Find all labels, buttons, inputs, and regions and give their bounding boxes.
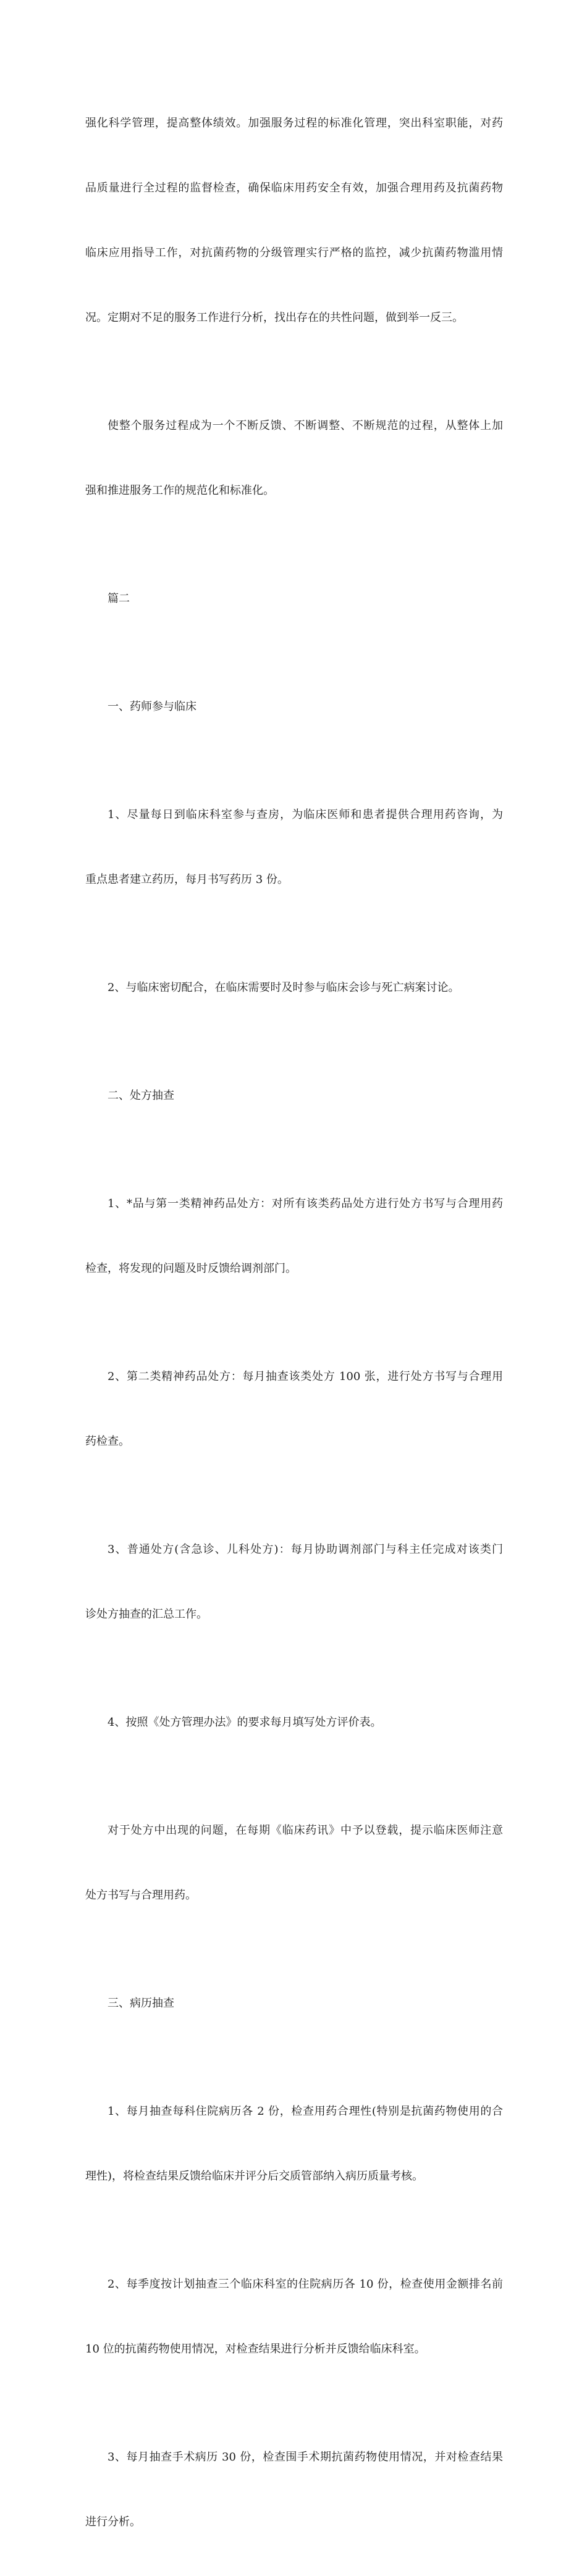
- text-line: 10 位的抗菌药物使用情况，对检查结果进行分析并反馈给临床科室。: [85, 2343, 426, 2356]
- paragraph: [85, 69, 503, 372]
- text-line: 1、尽量每日到临床科室参与查房，为临床医师和患者提供合理用药咨询，为: [108, 808, 503, 821]
- list-item: [85, 2057, 503, 2230]
- text-line: 2、每季度按计划抽查三个临床科室的住院病历各 10 份，检查使用金额排名前: [108, 2278, 503, 2291]
- text-line: 二、处方抽查: [108, 1089, 174, 1102]
- list-item: [85, 2403, 503, 2576]
- text-line: 品质量进行全过程的监督检查，确保临床用药安全有效，加强合理用药及抗菌药物: [85, 182, 503, 194]
- list-item: [85, 934, 503, 1042]
- list-item: [85, 1495, 503, 1668]
- section-heading: [85, 1949, 503, 2057]
- list-item: [85, 1323, 503, 1495]
- text-line: 1、每月抽查每科住院病历各 2 份，检查用药合理性(特别是抗菌药物使用的合: [108, 2105, 503, 2118]
- text-line: 况。定期对不足的服务工作进行分析，找出存在的共性问题，做到举一反三。: [85, 311, 463, 324]
- section-label: [85, 545, 503, 653]
- text-line: 强和推进服务工作的规范化和标准化。: [85, 484, 274, 497]
- document-body: [85, 69, 503, 2576]
- text-line: 2、第二类精神药品处方：每月抽查该类处方 100 张，进行处方书写与合理用: [108, 1370, 503, 1383]
- list-item: [85, 761, 503, 934]
- text-line: 强化科学管理，提高整体绩效。加强服务过程的标准化管理，突出科室职能，对药: [85, 117, 503, 130]
- section-heading: [85, 1042, 503, 1150]
- list-item: [85, 1668, 503, 1776]
- text-line: 三、病历抽查: [108, 1997, 174, 2010]
- text-line: 理性)，将检查结果反馈给临床并评分后交质管部纳入病历质量考核。: [85, 2170, 424, 2183]
- text-line: 3、普通处方(含急诊、儿科处方)：每月协助调剂部门与科主任完成对该类门: [108, 1543, 503, 1556]
- text-line: 4、按照《处方管理办法》的要求每月填写处方评价表。: [108, 1716, 382, 1729]
- list-item: [85, 2230, 503, 2403]
- list-item: [85, 1150, 503, 1323]
- text-line: 重点患者建立药历，每月书写药历 3 份。: [85, 873, 289, 886]
- text-line: 临床应用指导工作，对抗菌药物的分级管理实行严格的监控，减少抗菌药物滥用情: [85, 246, 503, 259]
- text-line: 2、与临床密切配合，在临床需要时及时参与临床会诊与死亡病案讨论。: [108, 981, 460, 994]
- paragraph: [85, 1776, 503, 1949]
- text-line: 药检查。: [85, 1435, 130, 1448]
- text-line: 1、*品与第一类精神药品处方：对所有该类药品处方进行处方书写与合理用药: [108, 1197, 503, 1210]
- text-line: 3、每月抽查手术病历 30 份，检查围手术期抗菌药物使用情况，并对检查结果: [108, 2451, 503, 2464]
- text-line: 进行分析。: [85, 2515, 141, 2528]
- text-line: 诊处方抽查的汇总工作。: [85, 1608, 208, 1621]
- paragraph: [85, 372, 503, 545]
- text-line: 一、药师参与临床: [108, 700, 196, 713]
- text-line: 对于处方中出现的问题，在每期《临床药讯》中予以登载，提示临床医师注意: [108, 1824, 503, 1837]
- text-line: 检查，将发现的问题及时反馈给调剂部门。: [85, 1262, 297, 1275]
- section-heading: [85, 653, 503, 761]
- text-line: 使整个服务过程成为一个不断反馈、不断调整、不断规范的过程，从整体上加: [108, 419, 503, 432]
- text-line: 处方书写与合理用药。: [85, 1889, 196, 1902]
- text-line: 篇二: [108, 592, 130, 605]
